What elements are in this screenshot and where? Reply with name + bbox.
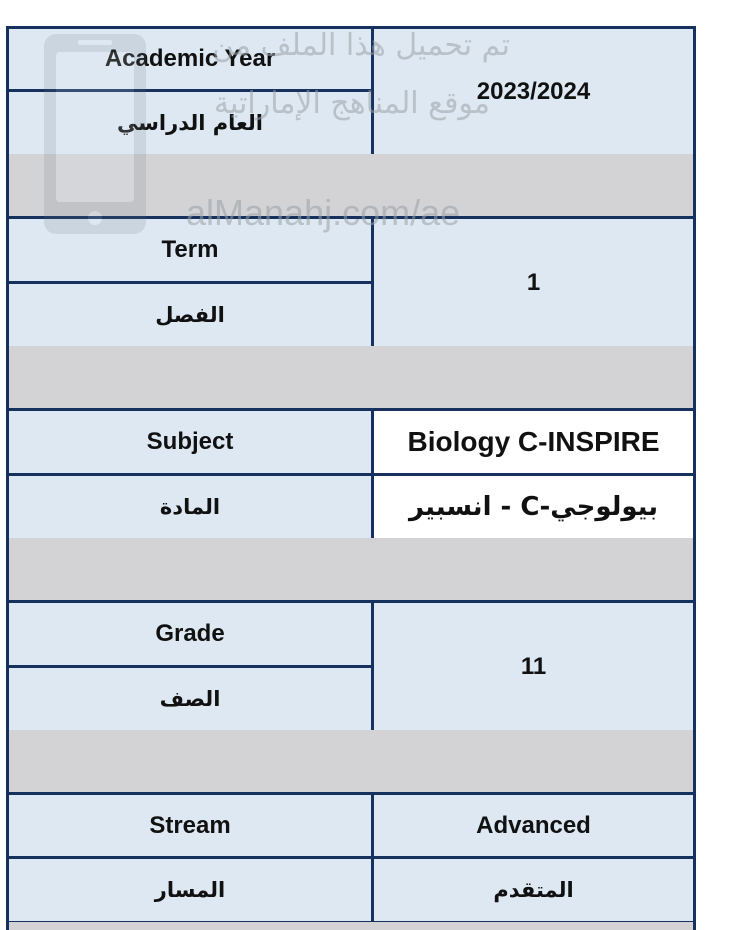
term-label-en: Term	[6, 216, 374, 284]
academic-year-label-en: Academic Year	[6, 26, 374, 92]
grade-label-ar: الصف	[6, 665, 374, 733]
term-value: 1	[371, 216, 696, 349]
row-separator	[6, 730, 696, 795]
subject-value-ar: بيولوجي-C - انسبير	[371, 473, 696, 541]
stream-value-ar: المتقدم	[371, 856, 696, 924]
subject-label-ar: المادة	[6, 473, 374, 541]
grade-value: 11	[371, 600, 696, 733]
row-separator	[6, 154, 696, 219]
subject-value-en: Biology C-INSPIRE	[371, 408, 696, 476]
watermark-url: alManahj.com/ae	[186, 192, 461, 233]
row-separator	[6, 346, 696, 411]
row-separator	[6, 538, 696, 603]
table-bottom-strip	[6, 922, 696, 930]
watermark-text: موقع المناهج الإماراتية	[213, 86, 490, 121]
academic-year-label-ar: العام الدراسي	[6, 89, 374, 157]
info-table	[6, 26, 696, 930]
term-label-ar: الفصل	[6, 281, 374, 349]
stream-label-en: Stream	[6, 792, 374, 859]
watermark-text: تم تحميل هذا الملف من	[212, 28, 510, 63]
stream-label-ar: المسار	[6, 856, 374, 924]
academic-year-value: 2023/2024	[371, 26, 696, 157]
grade-label-en: Grade	[6, 600, 374, 668]
stream-value-en: Advanced	[371, 792, 696, 859]
subject-label-en: Subject	[6, 408, 374, 476]
